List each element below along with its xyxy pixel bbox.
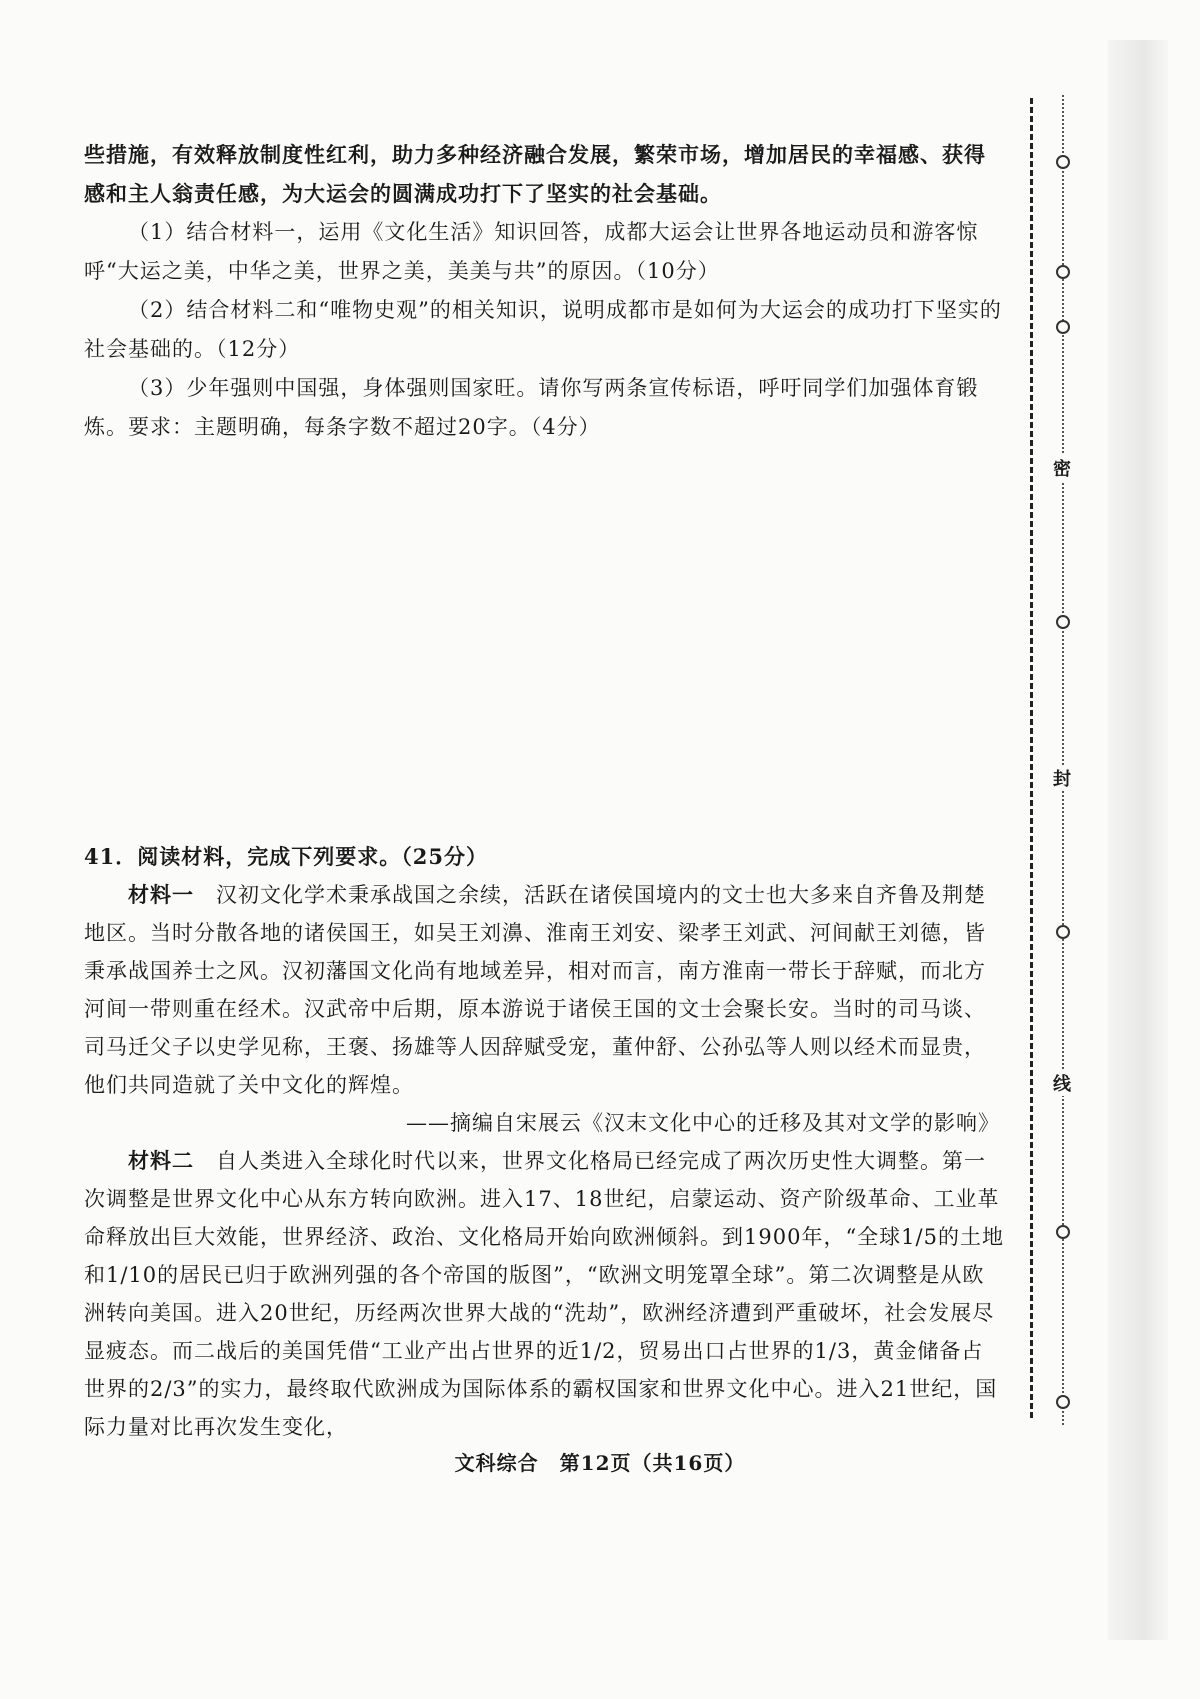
material-continuation: 些措施，有效释放制度性红利，助力多种经济融合发展，繁荣市场，增加居民的幸福感、获得感和主人翁责任感，为大运会的圆满成功打下了坚实的社会基础。 [84, 142, 986, 206]
question-41 [84, 838, 1004, 1446]
material-1-text: 汉初文化学术秉承战国之余续，活跃在诸侯国境内的文士也大多来自齐鲁及荆楚地区。当时分散各地的诸侯国王，如吴王刘濞、淮南王刘安、梁孝王刘武、河间献王刘德，皆秉承战国养士之风。汉初藩国文化尚有地域差异，相对而言，南方淮南一带长于辞赋，而北方河间一带则重在经术。汉武帝中后期，原本游说于诸侯王国的文士会聚长安。当时的司马谈、司马迁父子以史学见称，王褒、扬雄等人因辞赋受宠，董仲舒、公孙弘等人则以经术而显贵，他们共同造就了关中文化的辉煌。 [84, 883, 986, 1097]
material-2 [84, 1142, 1004, 1446]
seal-char-xian: 线 [1050, 1070, 1074, 1096]
material-1-label: 材料一 [128, 882, 194, 907]
binding-hole-icon [1056, 1395, 1070, 1409]
binding-hole-icon [1056, 925, 1070, 939]
binding-hole-icon [1056, 265, 1070, 279]
material-2-label: 材料二 [128, 1148, 194, 1173]
material-2-text: 自人类进入全球化时代以来，世界文化格局已经完成了两次历史性大调整。第一次调整是世界文化中心从东方转向欧洲。进入17、18世纪，启蒙运动、资产阶级革命、工业革命释放出巨大效能，世界经济、政治、文化格局开始向欧洲倾斜。到1900年，“全球1/5的土地和1/10的居民已归于欧洲列强的各个帝国的版图”，“欧洲文明笼罩全球”。第二次调整是从欧洲转向美国。进入20世纪，历经两次世界大战的“洗劫”，欧洲经济遭到严重破坏，社会发展尽显疲态。而二战后的美国凭借“工业产出占世界的近1/2，贸易出口占世界的1/3，黄金储备占世界的2/3”的实力，最终取代欧洲成为国际体系的霸权国家和世界文化中心。进入21世纪，国际力量对比再次发生变化， [84, 1149, 1004, 1439]
seal-char-feng: 封 [1050, 765, 1074, 791]
previous-question-block [84, 135, 1004, 447]
scan-edge-shadow [1108, 40, 1168, 1640]
sub-question-3: （3）少年强则中国强，身体强则国家旺。请你写两条宣传标语，呼吁同学们加强体育锻炼。要求：主题明确，每条字数不超过20字。（4分） [84, 376, 979, 439]
seal-char-mi: 密 [1050, 455, 1074, 481]
sub-question-2: （2）结合材料二和“唯物史观”的相关知识，说明成都市是如何为大运会的成功打下坚实的社会基础的。（12分） [84, 298, 1002, 361]
material-1 [84, 876, 1004, 1104]
material-1-source: ——摘编自宋展云《汉末文化中心的迁移及其对文学的影响》 [406, 1111, 1000, 1135]
binding-dashed-line [1030, 98, 1033, 1418]
sub-question-1: （1）结合材料一，运用《文化生活》知识回答，成都大运会让世界各地运动员和游客惊呼“大运之美，中华之美，世界之美，美美与共”的原因。（10分） [84, 220, 979, 283]
question-41-title: 41．阅读材料，完成下列要求。（25分） [84, 844, 488, 869]
binding-hole-icon [1056, 155, 1070, 169]
page-footer: 文科综合 第12页（共16页） [454, 1451, 746, 1475]
binding-hole-icon [1056, 615, 1070, 629]
binding-hole-icon [1056, 1225, 1070, 1239]
binding-hole-icon [1056, 320, 1070, 334]
